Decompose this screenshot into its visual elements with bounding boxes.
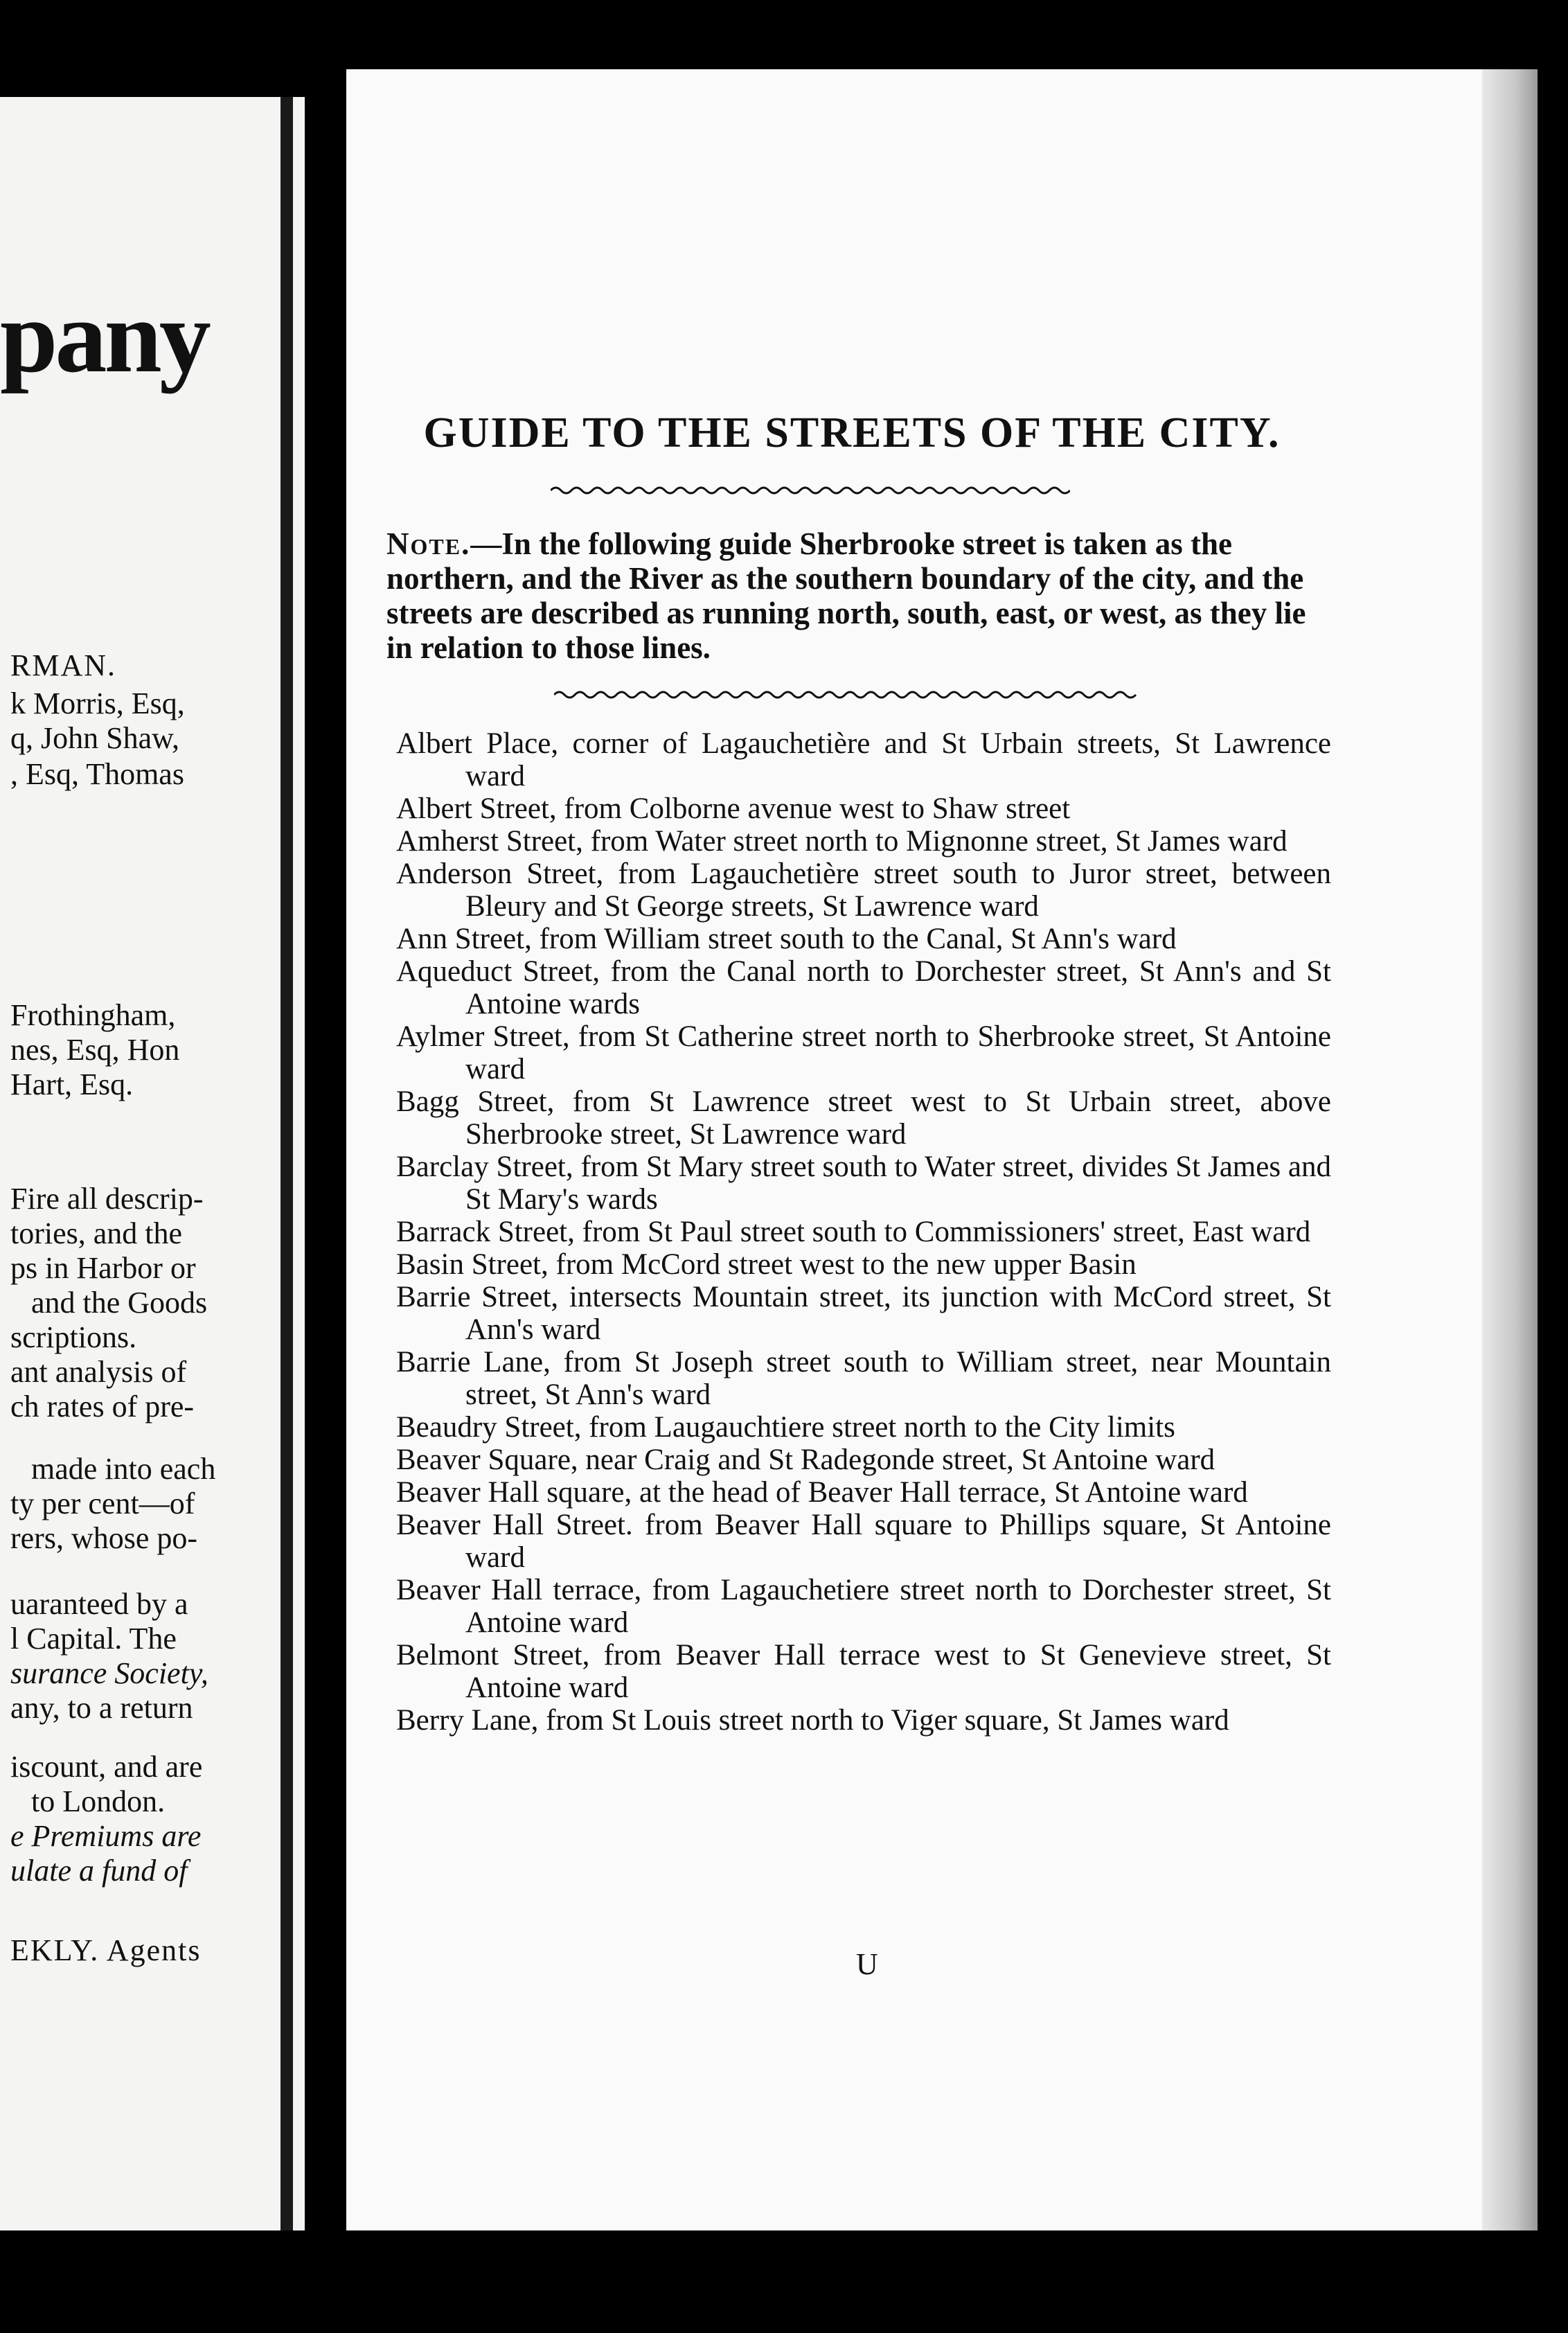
left-page-line: ps in Harbor or <box>10 1251 196 1285</box>
left-page-line: tories, and the <box>10 1216 183 1250</box>
note-paragraph <box>386 526 1315 665</box>
street-entry: Aqueduct Street, from the Canal north to Dorchester street, St Ann's and St Antoine wards <box>396 955 1331 1020</box>
bottom-shadow <box>305 2230 1565 2258</box>
left-page-line: ch rates of pre- <box>10 1390 195 1423</box>
left-page-line: any, to a return <box>10 1691 193 1725</box>
left-page <box>0 97 305 2230</box>
street-entry: Beaver Hall terrace, from Lagauchetiere street north to Dorchester street, St Antoine ward <box>396 1574 1331 1639</box>
street-entry: Beaudry Street, from Laugauchtiere street north to the City limits <box>396 1411 1175 1444</box>
left-page-line: uaranteed by a <box>10 1587 188 1621</box>
left-page-line: ulate a fund of <box>10 1854 188 1888</box>
left-page-line: nes, Esq, Hon <box>10 1033 180 1067</box>
left-page-line: , Esq, Thomas <box>10 757 184 791</box>
note-text: —In the following guide Sherbrooke street is taken as the northern, and the River as the southern boundary of the city, and the streets are described as running north, south, east, or west, as they lie in relation to those lines. <box>386 526 1306 665</box>
page-edge <box>1482 69 1538 2230</box>
left-page-line: and the Goods <box>31 1286 208 1320</box>
left-page-line: to London. <box>31 1784 166 1818</box>
street-entry: Albert Street, from Colborne avenue west to Shaw street <box>396 792 1071 825</box>
left-page-line: ant analysis of <box>10 1355 187 1389</box>
left-page-line: scriptions. <box>10 1320 137 1354</box>
street-entry: Ann Street, from William street south to the Canal, St Ann's ward <box>396 923 1177 955</box>
street-entry: Bagg Street, from St Lawrence street west to St Urbain street, above Sherbrooke street, St Lawrence ward <box>396 1085 1331 1151</box>
note-label: Note. <box>386 526 471 561</box>
decorative-rule-bottom <box>554 688 1143 702</box>
street-entry: Beaver Hall square, at the head of Beaver Hall terrace, St Antoine ward <box>396 1476 1248 1509</box>
left-page-line: rers, whose po- <box>10 1521 198 1555</box>
street-entry: Aylmer Street, from St Catherine street north to Sherbrooke street, St Antoine ward <box>396 1020 1331 1085</box>
left-page-line: Fire all descrip- <box>10 1182 204 1216</box>
left-page-line: e Premiums are <box>10 1819 202 1853</box>
street-entry: Barrie Lane, from St Joseph street south to William street, near Mountain street, St Ann's ward <box>396 1346 1331 1411</box>
street-entry: Barclay Street, from St Mary street south to Water street, divides St James and St Mary's wards <box>396 1151 1331 1216</box>
page-gutter <box>280 97 293 2230</box>
street-entry: Barrie Street, intersects Mountain street, its junction with McCord street, St Ann's ward <box>396 1281 1331 1346</box>
left-page-line: made into each <box>31 1452 216 1486</box>
left-page-line: EKLY. Agents <box>10 1933 202 1967</box>
left-page-line: Hart, Esq. <box>10 1067 134 1101</box>
street-entry: Beaver Hall Street. from Beaver Hall square to Phillips square, St Antoine ward <box>396 1509 1331 1574</box>
left-page-line: surance Society, <box>10 1656 208 1690</box>
street-entry: Belmont Street, from Beaver Hall terrace west to St Genevieve street, St Antoine ward <box>396 1639 1331 1704</box>
left-page-line: ty per cent—of <box>10 1487 195 1520</box>
street-entry: Beaver Square, near Craig and St Radegonde street, St Antoine ward <box>396 1444 1215 1476</box>
left-page-heading-fragment: pany <box>0 279 208 394</box>
left-page-line: iscount, and are <box>10 1750 203 1784</box>
street-entry: Anderson Street, from Lagauchetière street south to Juror street, between Bleury and St George streets, St Lawrence ward <box>396 858 1331 923</box>
decorative-rule-top <box>551 484 1070 497</box>
street-entry: Barrack Street, from St Paul street south to Commissioners' street, East ward <box>396 1216 1311 1248</box>
signature-mark: U <box>856 1947 878 1981</box>
street-entry: Albert Place, corner of Lagauchetière and St Urbain streets, St Lawrence ward <box>396 727 1331 792</box>
street-entry: Basin Street, from McCord street west to the new upper Basin <box>396 1248 1137 1281</box>
left-page-line: Frothingham, <box>10 998 176 1032</box>
left-page-line: l Capital. The <box>10 1622 177 1656</box>
left-page-line: q, John Shaw, <box>10 721 180 755</box>
street-entry: Amherst Street, from Water street north to Mignonne street, St James ward <box>396 825 1288 858</box>
left-page-line: k Morris, Esq, <box>10 686 185 720</box>
street-entries <box>396 727 1331 1737</box>
page-title: GUIDE TO THE STREETS OF THE CITY. <box>423 409 1281 456</box>
left-page-line: RMAN. <box>10 648 117 682</box>
street-entry: Berry Lane, from St Louis street north to Viger square, St James ward <box>396 1704 1229 1737</box>
